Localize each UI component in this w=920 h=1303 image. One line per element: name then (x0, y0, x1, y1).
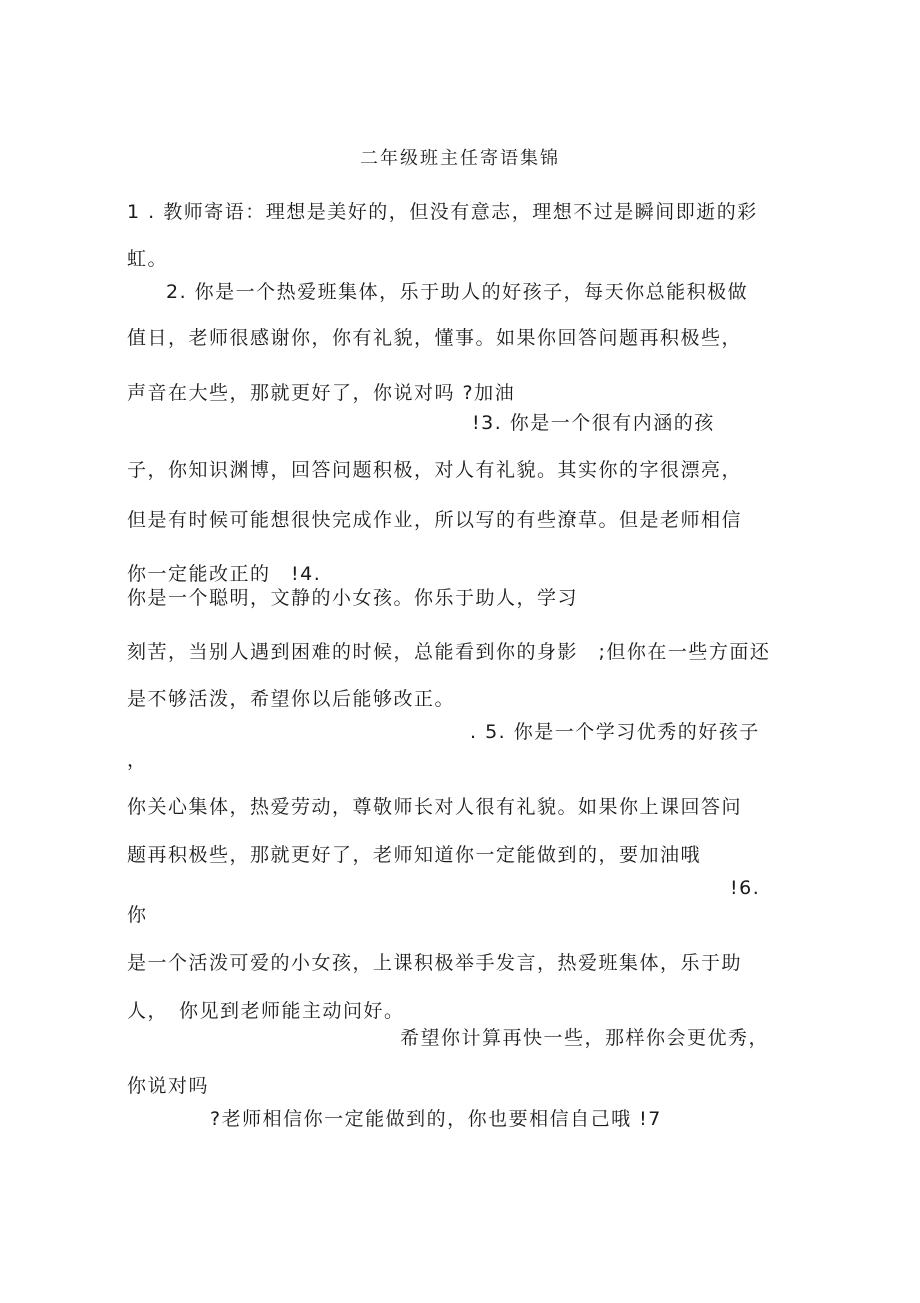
text-line-8: 但是有时候可能想很快完成作业，所以写的有些潦草。但是老师相信 (127, 509, 743, 531)
text-line-1: 1 . 教师寄语：理想是美好的，但没有意志，理想不过是瞬间即逝的彩 (127, 201, 758, 223)
text-line-10: 你是一个聪明，文静的小女孩。你乐于助人，学习 (127, 587, 579, 609)
text-line-2: 虹。 (127, 248, 169, 270)
text-line-12: 是不够活泼，希望你以后能够改正。 (127, 688, 456, 710)
text-line-19: 是一个活泼可爱的小女孩，上课积极举手发言，热爱班集体，乐于助 (127, 952, 743, 974)
text-line-11: 刻苦，当别人遇到困难的时候，总能看到你的身影 ;但你在一些方面还 (127, 641, 771, 663)
text-line-15: 你关心集体，热爱劳动，尊敬师长对人很有礼貌。如果你上课回答问 (127, 796, 743, 818)
text-line-23: ?老师相信你一定能做到的，你也要相信自己哦 !7 (210, 1108, 662, 1130)
text-line-20: 人， 你见到老师能主动问好。 (127, 1000, 405, 1022)
text-line-4: 值日，老师很感谢你，你有礼貌，懂事。如果你回答问题再积极些， (127, 327, 743, 349)
text-line-18: 你 (127, 904, 148, 926)
text-line-17: !6. (730, 877, 761, 899)
text-line-21: 希望你计算再快一些，那样你会更优秀， (400, 1027, 770, 1049)
text-line-16: 题再积极些，那就更好了，老师知道你一定能做到的，要加油哦 (127, 844, 702, 866)
text-line-13: . 5. 你是一个学习优秀的好孩子 (470, 721, 760, 743)
text-line-14: ， (127, 749, 148, 771)
text-line-5: 声音在大些，那就更好了，你说对吗 ?加油 (127, 382, 516, 404)
text-line-3: 2. 你是一个热爱班集体，乐于助人的好孩子，每天你总能积极做 (166, 281, 749, 303)
text-line-7: 子，你知识渊博，回答问题积极，对人有礼貌。其实你的字很漂亮， (127, 459, 743, 481)
document-title: 二年级班主任寄语集锦 (360, 148, 560, 169)
text-line-6: !3. 你是一个很有内涵的孩 (472, 412, 715, 434)
text-line-22: 你说对吗 (127, 1075, 210, 1097)
text-line-9: 你一定能改正的 !4. (127, 563, 322, 585)
